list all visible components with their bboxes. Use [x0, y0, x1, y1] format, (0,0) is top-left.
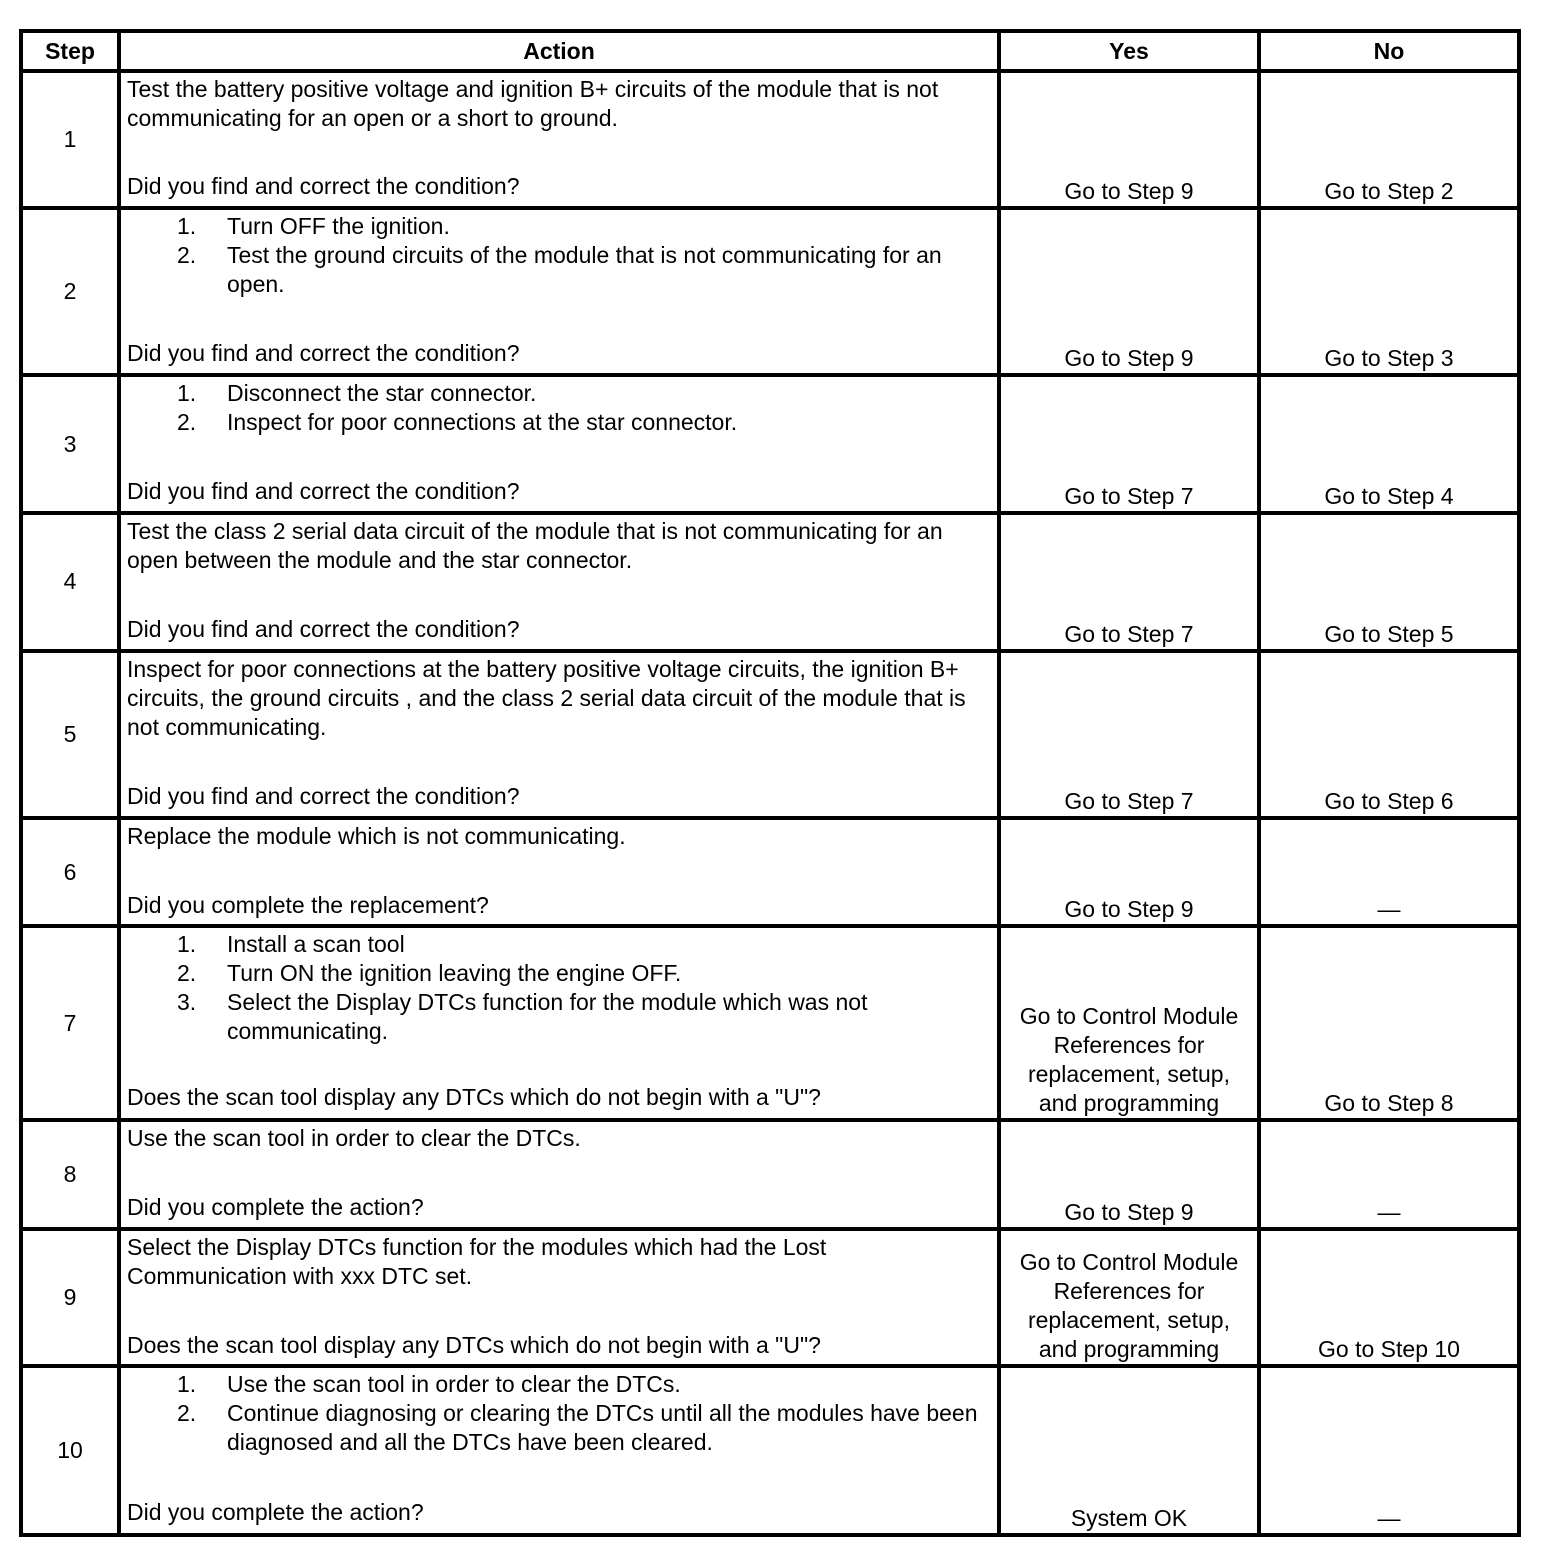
- no-result: Go to Step 3: [1259, 208, 1519, 375]
- substep-text: Turn OFF the ignition.: [227, 212, 450, 239]
- diagnostic-table: [19, 29, 1521, 1537]
- action-question: Did you find and correct the condition?: [127, 339, 520, 366]
- action-question: Did you find and correct the condition?: [127, 173, 520, 199]
- action-cell: [119, 513, 999, 651]
- substep-text: Turn ON the ignition leaving the engine OFF.: [227, 960, 682, 987]
- action-substeps: [127, 212, 991, 299]
- substep-text: Inspect for poor connections at the star connector.: [227, 409, 738, 436]
- table-row: [21, 818, 1519, 926]
- table-row: [21, 1366, 1519, 1535]
- action-cell: [119, 71, 999, 208]
- action-text: Select the Display DTCs function for the modules which had the Lost Communication with xxx DTC set.: [127, 1233, 827, 1289]
- substep-item: [127, 930, 991, 959]
- table-row: [21, 375, 1519, 513]
- yes-result: Go to Step 7: [999, 375, 1259, 513]
- action-question: Did you complete the replacement?: [127, 892, 489, 919]
- substep-item: [127, 1370, 991, 1399]
- step-number: 9: [21, 1229, 119, 1367]
- table-row: [21, 1120, 1519, 1228]
- no-result: —: [1259, 818, 1519, 926]
- table-row: [21, 1229, 1519, 1367]
- yes-result: Go to Step 9: [999, 71, 1259, 208]
- action-cell: [119, 926, 999, 1120]
- table-row: [21, 71, 1519, 208]
- action-question: Did you find and correct the condition?: [127, 616, 520, 643]
- no-result: —: [1259, 1120, 1519, 1228]
- table-row: [21, 208, 1519, 375]
- substep-number: 2.: [177, 241, 197, 268]
- action-cell: [119, 1120, 999, 1228]
- step-number: 8: [21, 1120, 119, 1228]
- substep-text: Select the Display DTCs function for the module which was not communicating.: [227, 989, 868, 1045]
- action-text: Use the scan tool in order to clear the DTCs.: [127, 1125, 581, 1152]
- header-yes: Yes: [999, 31, 1259, 71]
- action-question: Did you find and correct the condition?: [127, 782, 520, 809]
- yes-result: System OK: [999, 1366, 1259, 1535]
- action-cell: [119, 1366, 999, 1535]
- action-substeps: [127, 379, 991, 437]
- step-number: 2: [21, 208, 119, 375]
- action-question: Does the scan tool display any DTCs which do not begin with a "U"?: [127, 1331, 821, 1358]
- substep-number: 2.: [177, 960, 197, 987]
- action-cell: [119, 208, 999, 375]
- substep-text: Test the ground circuits of the module that is not communicating for an open.: [227, 241, 942, 297]
- action-text: Replace the module which is not communicating.: [127, 823, 626, 850]
- yes-result: Go to Step 9: [999, 818, 1259, 926]
- substep-text: Use the scan tool in order to clear the DTCs.: [227, 1371, 681, 1398]
- substep-text: Install a scan tool: [227, 931, 405, 958]
- step-number: 7: [21, 926, 119, 1120]
- step-number: 1: [21, 71, 119, 208]
- yes-result: Go to Control Module References for replacement, setup, and programming: [999, 926, 1259, 1120]
- action-cell: [119, 818, 999, 926]
- substep-item: [127, 959, 991, 988]
- substep-number: 1.: [177, 1371, 197, 1398]
- no-result: Go to Step 5: [1259, 513, 1519, 651]
- action-text: Test the battery positive voltage and ignition B+ circuits of the module that is not communicating for an open or a short to ground.: [127, 76, 939, 131]
- table-row: [21, 513, 1519, 651]
- no-result: Go to Step 6: [1259, 651, 1519, 818]
- yes-result: Go to Control Module References for replacement, setup, and programming: [999, 1229, 1259, 1367]
- action-question: Did you find and correct the condition?: [127, 478, 520, 505]
- step-number: 3: [21, 375, 119, 513]
- no-result: Go to Step 2: [1259, 71, 1519, 208]
- table-row: [21, 651, 1519, 818]
- action-cell: [119, 651, 999, 818]
- no-result: Go to Step 8: [1259, 926, 1519, 1120]
- no-result: Go to Step 10: [1259, 1229, 1519, 1367]
- yes-result: Go to Step 7: [999, 651, 1259, 818]
- no-result: Go to Step 4: [1259, 375, 1519, 513]
- yes-result: Go to Step 9: [999, 208, 1259, 375]
- action-cell: [119, 375, 999, 513]
- substep-item: [127, 408, 991, 437]
- substep-item: [127, 988, 991, 1046]
- substep-item: [127, 379, 991, 408]
- table-row: [21, 926, 1519, 1120]
- yes-result: Go to Step 7: [999, 513, 1259, 651]
- substep-number: 1.: [177, 380, 197, 407]
- substep-item: [127, 212, 991, 241]
- header-action: Action: [119, 31, 999, 71]
- step-number: 5: [21, 651, 119, 818]
- yes-result: Go to Step 9: [999, 1120, 1259, 1228]
- substep-text: Disconnect the star connector.: [227, 380, 537, 407]
- action-question: Did you complete the action?: [127, 1194, 424, 1221]
- substep-number: 2.: [177, 409, 197, 436]
- action-substeps: [127, 930, 991, 1046]
- action-cell: [119, 1229, 999, 1367]
- substep-item: [127, 1399, 991, 1457]
- action-substeps: [127, 1370, 991, 1457]
- substep-number: 2.: [177, 1400, 197, 1427]
- action-question: Does the scan tool display any DTCs which do not begin with a "U"?: [127, 1084, 821, 1111]
- action-question: Did you complete the action?: [127, 1499, 424, 1526]
- header-step: Step: [21, 31, 119, 71]
- substep-number: 1.: [177, 931, 197, 958]
- no-result: —: [1259, 1366, 1519, 1535]
- substep-number: 1.: [177, 212, 197, 239]
- action-text: Inspect for poor connections at the battery positive voltage circuits, the ignition B+ circuits, the ground circuits , and the class 2 serial data circuit of the module that is not communicating.: [127, 655, 966, 740]
- header-row: [21, 31, 1519, 71]
- header-no: No: [1259, 31, 1519, 71]
- step-number: 6: [21, 818, 119, 926]
- step-number: 4: [21, 513, 119, 651]
- action-text: Test the class 2 serial data circuit of the module that is not communicating for an open between the module and the star connector.: [127, 518, 943, 574]
- substep-text: Continue diagnosing or clearing the DTCs until all the modules have been diagnosed and all the DTCs have been cleared.: [227, 1400, 978, 1456]
- step-number: 10: [21, 1366, 119, 1535]
- substep-item: [127, 241, 991, 299]
- substep-number: 3.: [177, 989, 197, 1016]
